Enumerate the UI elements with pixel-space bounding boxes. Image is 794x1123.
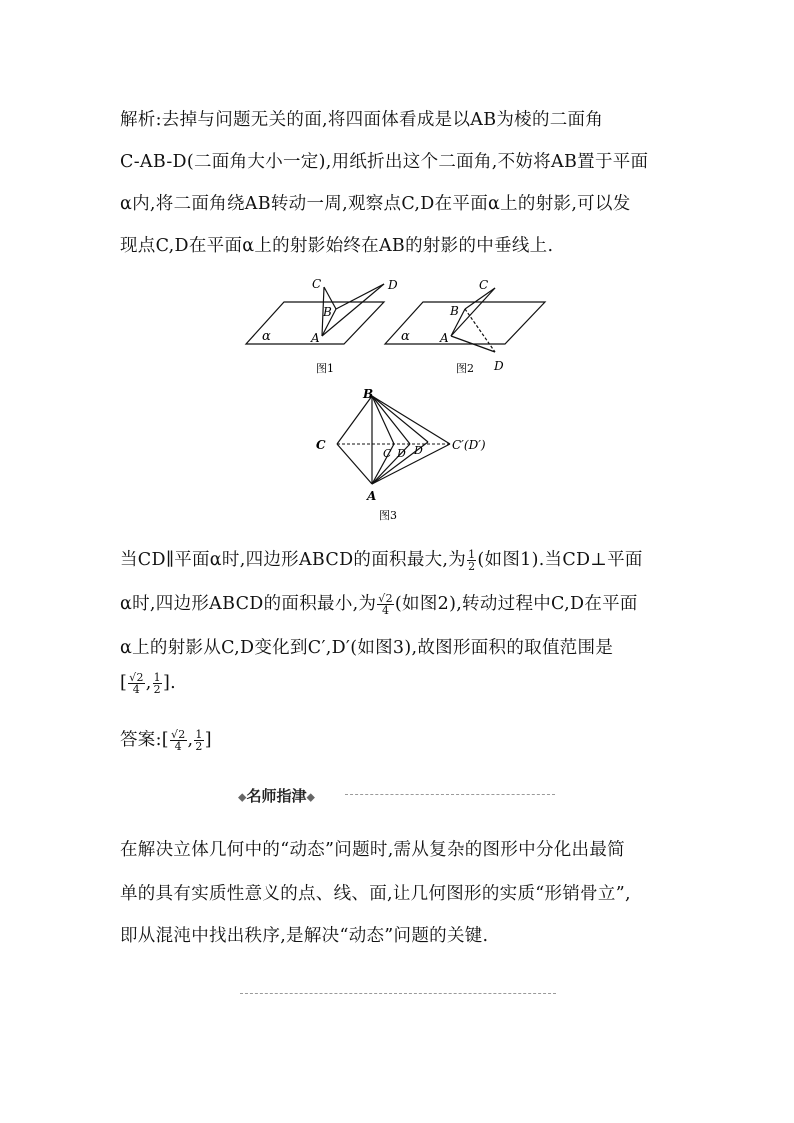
label-a-fig3: A (367, 489, 377, 503)
analysis-line-4: 现点C,D在平面α上的射影始终在AB的射影的中垂线上. (120, 236, 554, 256)
fraction-denominator: 4 (132, 683, 141, 696)
label-d-fig1: D (388, 278, 398, 292)
range-close-bracket: ]. (162, 673, 176, 693)
result-line-3: α上的射影从C,D变化到C′,D′(如图3),故图形面积的取值范围是 (120, 638, 614, 658)
answer-fraction-min (170, 729, 187, 752)
answer-comma: , (187, 730, 194, 750)
range-fraction-min (128, 672, 145, 695)
label-a-fig1: A (311, 331, 320, 345)
analysis-line-3: α内,将二面角绕AB转动一周,观察点C,D在平面α上的射影,可以发 (120, 194, 631, 214)
caption-fig3: 图3 (379, 509, 397, 522)
range-open-bracket: [ (120, 673, 128, 693)
fraction-denominator: 2 (468, 560, 476, 573)
label-c-inner-fig3: C (383, 447, 392, 460)
label-d2-fig3: D (414, 444, 423, 457)
edge-b-d2 (372, 396, 428, 442)
edge-bd-fig2 (465, 309, 495, 352)
answer-close-bracket: ] (204, 730, 212, 750)
section-header (238, 785, 315, 806)
result-line-2-text-b: (如图2),转动过程中C,D在平面 (394, 594, 638, 614)
label-alpha-fig1: α (262, 329, 271, 344)
fraction-numerator: √2 (129, 671, 144, 684)
answer-line (120, 726, 212, 752)
result-line-2-text-a: α时,四边形ABCD的面积最小,为 (120, 594, 377, 614)
fraction-numerator: √2 (378, 592, 393, 605)
figure-3 (310, 386, 510, 526)
analysis-line-2: C-AB-D(二面角大小一定),用纸折出这个二面角,不妨将AB置于平面 (120, 152, 649, 172)
fraction-denominator: 2 (153, 683, 161, 696)
analysis-line-1: 解析:去掉与问题无关的面,将四面体看成是以AB为棱的二面角 (120, 110, 604, 130)
label-d-fig2: D (494, 359, 504, 373)
label-a-fig2: A (440, 331, 449, 345)
fraction-numerator: √2 (170, 728, 186, 741)
label-c-fig1: C (312, 277, 322, 291)
edge-cb-outer (337, 396, 372, 444)
label-alpha-fig2: α (401, 329, 410, 344)
result-line-2 (120, 590, 638, 616)
range-comma: , (145, 673, 152, 693)
edge-b-cprime (372, 396, 450, 444)
label-c-fig2: C (479, 278, 489, 292)
figure-1 (244, 272, 398, 382)
fraction-one-half (467, 549, 476, 572)
label-b-fig3: B (363, 387, 374, 401)
range-fraction-max (153, 672, 162, 695)
label-b-fig2: B (450, 304, 459, 318)
fraction-numerator: 1 (153, 671, 161, 684)
answer-fraction-max (194, 729, 203, 752)
bottom-divider (240, 993, 556, 994)
result-line-1-text-b: (如图1).当CD⊥平面 (477, 550, 643, 570)
section-divider (345, 794, 555, 795)
tip-line-3: 即从混沌中找出秩序,是解决“动态”问题的关键. (120, 926, 489, 946)
fraction-numerator: 1 (195, 728, 203, 741)
label-b-fig1: B (323, 305, 332, 319)
label-d1-fig3: D (397, 447, 406, 460)
diamond-right-icon: ◆ (306, 790, 315, 804)
caption-fig1: 图1 (316, 362, 334, 375)
result-line-1 (120, 546, 643, 572)
fraction-sqrt2-over-4 (377, 593, 394, 616)
fraction-denominator: 4 (381, 604, 390, 617)
tip-line-1: 在解决立体几何中的“动态”问题时,需从复杂的图形中分化出最简 (120, 840, 625, 860)
fraction-numerator: 1 (468, 548, 476, 561)
section-title: 名师指津 (246, 787, 307, 805)
caption-fig2: 图2 (456, 362, 474, 375)
edge-ca-outer (337, 444, 372, 484)
answer-label: 答案:[ (120, 730, 169, 750)
fraction-denominator: 2 (195, 740, 203, 753)
label-cprime-dprime-fig3: C′(D′) (452, 438, 486, 452)
result-line-4 (120, 672, 176, 695)
fraction-denominator: 4 (174, 740, 182, 753)
result-line-1-text-a: 当CD∥平面α时,四边形ABCD的面积最大,为 (120, 550, 467, 570)
label-c-fig3: C (316, 438, 326, 452)
diamond-left-icon: ◆ (238, 790, 247, 804)
edge-bd-fig1 (336, 284, 384, 309)
figure-2 (383, 272, 553, 382)
tip-line-2: 单的具有实质性意义的点、线、面,让几何图形的实质“形销骨立”, (120, 884, 631, 904)
